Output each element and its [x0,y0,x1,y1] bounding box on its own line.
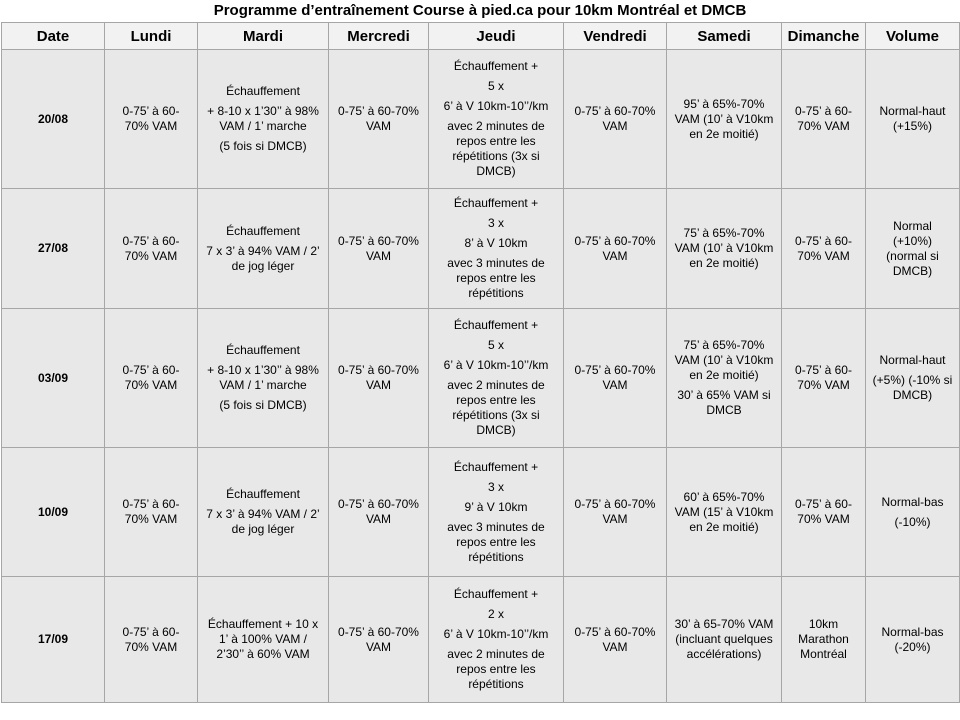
cell-text: 0-75’ à 60-70% VAM [338,104,419,133]
mardi-cell [198,577,329,703]
jeudi-cell [429,189,564,309]
cell-text: Échauffement [226,343,300,357]
vendredi-cell [564,50,667,189]
cell-text: Échauffement + [453,59,539,73]
cell-text: (5 fois si DMCB) [219,398,307,412]
dimanche-cell [782,448,866,577]
mercredi-cell [329,309,429,448]
lundi-cell [105,309,198,448]
table-row [2,309,960,448]
cell-text: 6’ à V 10km-10’’/km [443,99,549,113]
cell-text: 75’ à 65%-70% VAM (10’ à V10km en 2e moitié) [674,226,774,270]
cell-text: 5 x [487,79,504,93]
header-vendredi: Vendredi [564,23,667,50]
vendredi-cell [564,448,667,577]
table-row [2,448,960,577]
samedi-cell [667,50,782,189]
mercredi-cell [329,189,429,309]
cell-text: 0-75’ à 60-70% VAM [122,233,180,263]
dimanche-cell [782,577,866,703]
cell-text: 3 x [487,216,504,230]
mardi-cell [198,189,329,309]
lundi-cell [105,189,198,309]
cell-text: 3 x [487,479,504,494]
mercredi-cell [329,448,429,577]
date-cell: 03/09 [2,309,105,448]
cell-text: avec 2 minutes de repos entre les répétitions (3x si DMCB) [447,119,545,178]
date-cell: 27/08 [2,189,105,309]
volume-cell [866,448,960,577]
cell-text: 9’ à V 10km [464,499,528,514]
cell-text: 0-75’ à 60-70% VAM [122,624,180,654]
vendredi-cell [564,309,667,448]
samedi-cell [667,577,782,703]
cell-text: + 8-10 x 1’30’’ à 98% VAM / 1’ marche [207,363,319,392]
cell-text: Normal-haut [879,353,946,367]
cell-text: 0-75’ à 60-70% VAM [338,624,419,654]
cell-text: 0-75’ à 60-70% VAM [574,104,656,133]
cell-text: 0-75’ à 60-70% VAM [122,497,180,526]
mardi-cell [198,309,329,448]
date-cell: 10/09 [2,448,105,577]
cell-text: 7 x 3’ à 94% VAM / 2’ de jog léger [206,507,320,536]
cell-text: 6’ à V 10km-10’’/km [443,627,549,641]
header-mercredi: Mercredi [329,23,429,50]
cell-text: Normal-bas (-20%) [881,624,944,654]
training-schedule-table [1,22,960,703]
cell-text: 0-75’ à 60-70% VAM [795,363,852,392]
samedi-cell [667,189,782,309]
table-row [2,577,960,703]
cell-text: 0-75’ à 60-70% VAM [574,363,656,392]
cell-text: 0-75’ à 60-70% VAM [122,104,180,133]
cell-text: + 8-10 x 1’30’’ à 98% VAM / 1’ marche [207,104,319,133]
cell-text: (-10%) [894,514,931,529]
cell-text: Échauffement [226,84,300,98]
cell-text: avec 2 minutes de repos entre les répétitions (3x si DMCB) [447,378,545,437]
jeudi-cell [429,448,564,577]
cell-text: 0-75’ à 60-70% VAM [574,497,656,526]
date-cell: 17/09 [2,577,105,703]
cell-text: 7 x 3’ à 94% VAM / 2’ de jog léger [206,243,320,273]
dimanche-cell [782,309,866,448]
cell-text: 0-75’ à 60-70% VAM [338,497,419,526]
dimanche-cell [782,50,866,189]
mardi-cell [198,448,329,577]
cell-text: Échauffement + 10 x 1’ à 100% VAM / 2’30’’ à 60% VAM [207,617,319,661]
cell-text: Échauffement [226,223,300,238]
jeudi-cell [429,50,564,189]
mercredi-cell [329,50,429,189]
header-volume: Volume [866,23,960,50]
cell-text: Échauffement + [453,196,539,210]
header-row [2,23,960,50]
cell-text: Échauffement + [453,587,539,601]
header-samedi: Samedi [667,23,782,50]
samedi-cell [667,309,782,448]
cell-text: (5 fois si DMCB) [219,139,307,153]
cell-text: Normal (+10%) (normal si DMCB) [886,218,939,278]
header-jeudi: Jeudi [429,23,564,50]
cell-text: 0-75’ à 60-70% VAM [795,497,852,526]
cell-text: avec 2 minutes de repos entre les répétitions [447,647,545,691]
volume-cell [866,189,960,309]
mercredi-cell [329,577,429,703]
table-body [2,50,960,703]
dimanche-cell [782,189,866,309]
mardi-cell [198,50,329,189]
volume-cell [866,577,960,703]
cell-text: 10km Marathon Montréal [798,617,849,661]
table-row [2,50,960,189]
cell-text: 8’ à V 10km [464,236,528,250]
cell-text: 0-75’ à 60-70% VAM [122,363,180,392]
cell-text: 0-75’ à 60-70% VAM [795,104,852,133]
header-dimanche: Dimanche [782,23,866,50]
cell-text: Normal-haut (+15%) [879,104,946,133]
cell-text: avec 3 minutes de repos entre les répétitions [447,519,545,564]
cell-text: Échauffement + [453,459,539,474]
cell-text: 95’ à 65%-70% VAM (10’ à V10km en 2e moitié) [674,96,774,141]
cell-text: 5 x [487,338,504,352]
cell-text: 0-75’ à 60-70% VAM [574,624,656,654]
header-lundi: Lundi [105,23,198,50]
lundi-cell [105,448,198,577]
cell-text: Normal-bas [881,494,944,509]
vendredi-cell [564,189,667,309]
cell-text: Échauffement + [453,318,539,332]
cell-text: 2 x [487,607,504,621]
jeudi-cell [429,577,564,703]
cell-text: Échauffement [226,487,300,501]
page-title: Programme d’entraînement Course à pied.ca pour 10km Montréal et DMCB [213,2,747,19]
table-row [2,189,960,309]
vendredi-cell [564,577,667,703]
cell-text: 0-75’ à 60-70% VAM [795,233,852,263]
cell-text: 30’ à 65-70% VAM (incluant quelques accélérations) [674,617,774,661]
volume-cell [866,50,960,189]
cell-text: avec 3 minutes de repos entre les répétitions [447,256,545,300]
date-cell: 20/08 [2,50,105,189]
cell-text: 60’ à 65%-70% VAM (15’ à V10km en 2e moitié) [674,489,774,534]
header-date: Date [2,23,105,50]
header-mardi: Mardi [198,23,329,50]
cell-text: 0-75’ à 60-70% VAM [574,233,656,263]
lundi-cell [105,50,198,189]
samedi-cell [667,448,782,577]
volume-cell [866,309,960,448]
cell-text: 0-75’ à 60-70% VAM [338,233,419,263]
cell-text: (+5%) (-10% si DMCB) [872,373,953,402]
cell-text: 6’ à V 10km-10’’/km [443,358,549,372]
jeudi-cell [429,309,564,448]
cell-text: 30’ à 65% VAM si DMCB [677,388,771,417]
cell-text: 0-75’ à 60-70% VAM [338,363,419,392]
cell-text: 75’ à 65%-70% VAM (10’ à V10km en 2e moitié) [674,338,774,382]
lundi-cell [105,577,198,703]
